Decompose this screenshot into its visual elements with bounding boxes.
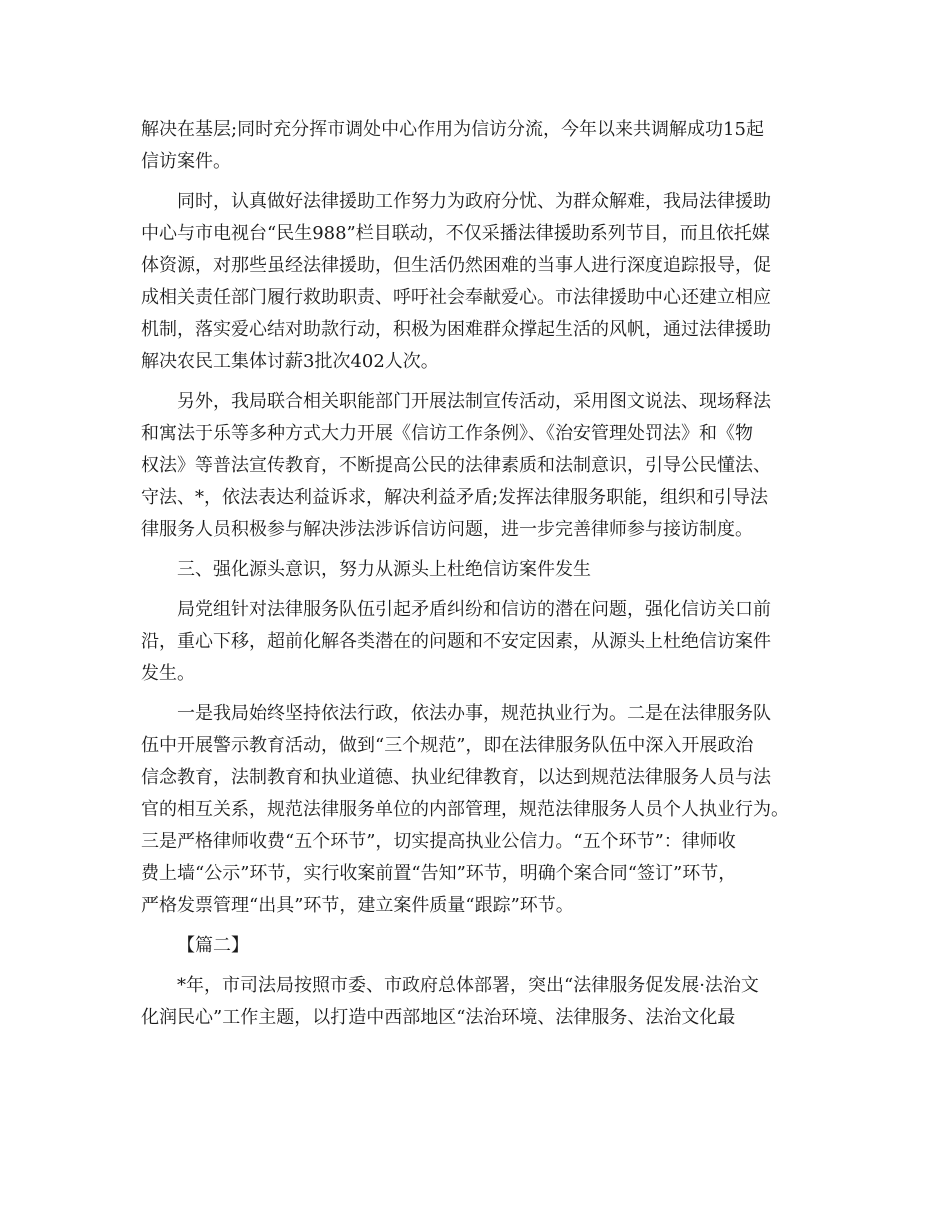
text-line: 沿，重心下移，超前化解各类潜在的问题和不安定因素，从源头上杜绝信访案件 [141, 631, 771, 652]
text-line: 解决农民工集体讨薪3批次402人次。 [141, 351, 439, 372]
text-line: 伍中开展警示教育活动，做到“三个规范”，即在法律服务队伍中深入开展政治 [141, 735, 754, 756]
text-line: 成相关责任部门履行救助职责、呼吁社会奉献爱心。市法律援助中心还建立相应 [141, 287, 771, 308]
paragraph-start-line: 同时，认真做好法律援助工作努力为政府分忧、为群众解难，我局法律援助 [177, 191, 771, 212]
text-line: 中心与市电视台“民生988”栏目联动，不仅采播法律援助系列节目，而且依托媒 [141, 223, 770, 244]
text-line: 机制，落实爱心结对助款行动，积极为困难群众撑起生活的风帆，通过法律援助 [141, 319, 771, 340]
paragraph-start-line: *年，市司法局按照市委、市政府总体部署，突出“法律服务促发展·法治文 [177, 975, 759, 996]
text-line: 发生。 [141, 663, 195, 684]
paragraph-start-line: 局党组针对法律服务队伍引起矛盾纠纷和信访的潜在问题，强化信访关口前 [177, 599, 771, 620]
text-line: 信念教育，法制教育和执业道德、执业纪律教育，以达到规范法律服务人员与法 [141, 767, 771, 788]
text-line: 权法》等普法宣传教育，不断提高公民的法律素质和法制意识，引导公民懂法、 [141, 455, 771, 476]
text-line: 官的相互关系，规范法律服务单位的内部管理，规范法律服务人员个人执业行为。 [141, 799, 789, 820]
text-line: 三是严格律师收费“五个环节”，切实提高执业公信力。“五个环节”：律师收 [141, 831, 736, 852]
document-body [141, 114, 809, 1034]
text-line: 信访案件。 [141, 151, 231, 172]
text-line: 律服务人员积极参与解决涉法涉诉信访问题，进一步完善律师参与接访制度。 [141, 519, 753, 540]
section-heading: 三、强化源头意识，努力从源头上杜绝信访案件发生 [177, 559, 591, 580]
paragraph-start-line: 另外，我局联合相关职能部门开展法制宣传活动，采用图文说法、现场释法 [177, 391, 771, 412]
text-line: 解决在基层;同时充分挥市调处中心作用为信访分流，今年以来共调解成功15起 [141, 119, 764, 140]
text-line: 化润民心”工作主题，以打造中西部地区“法治环境、法律服务、法治文化最 [141, 1007, 736, 1028]
text-line: 和寓法于乐等多种方式大力开展《信访工作条例》、《治安管理处罚法》和《物 [141, 423, 753, 444]
text-line: 费上墙“公示”环节，实行收案前置“告知”环节，明确个案合同“签订”环节， [141, 863, 737, 884]
section-marker: 【篇二】 [177, 935, 249, 956]
text-line: 严格发票管理“出具”环节，建立案件质量“跟踪”环节。 [141, 895, 574, 916]
text-line: 守法、*，依法表达利益诉求，解决利益矛盾;发挥法律服务职能，组织和引导法 [141, 487, 769, 508]
paragraph-start-line: 一是我局始终坚持依法行政，依法办事，规范执业行为。二是在法律服务队 [177, 703, 771, 724]
text-line: 体资源，对那些虽经法律援助，但生活仍然困难的当事人进行深度追踪报导，促 [141, 255, 771, 276]
